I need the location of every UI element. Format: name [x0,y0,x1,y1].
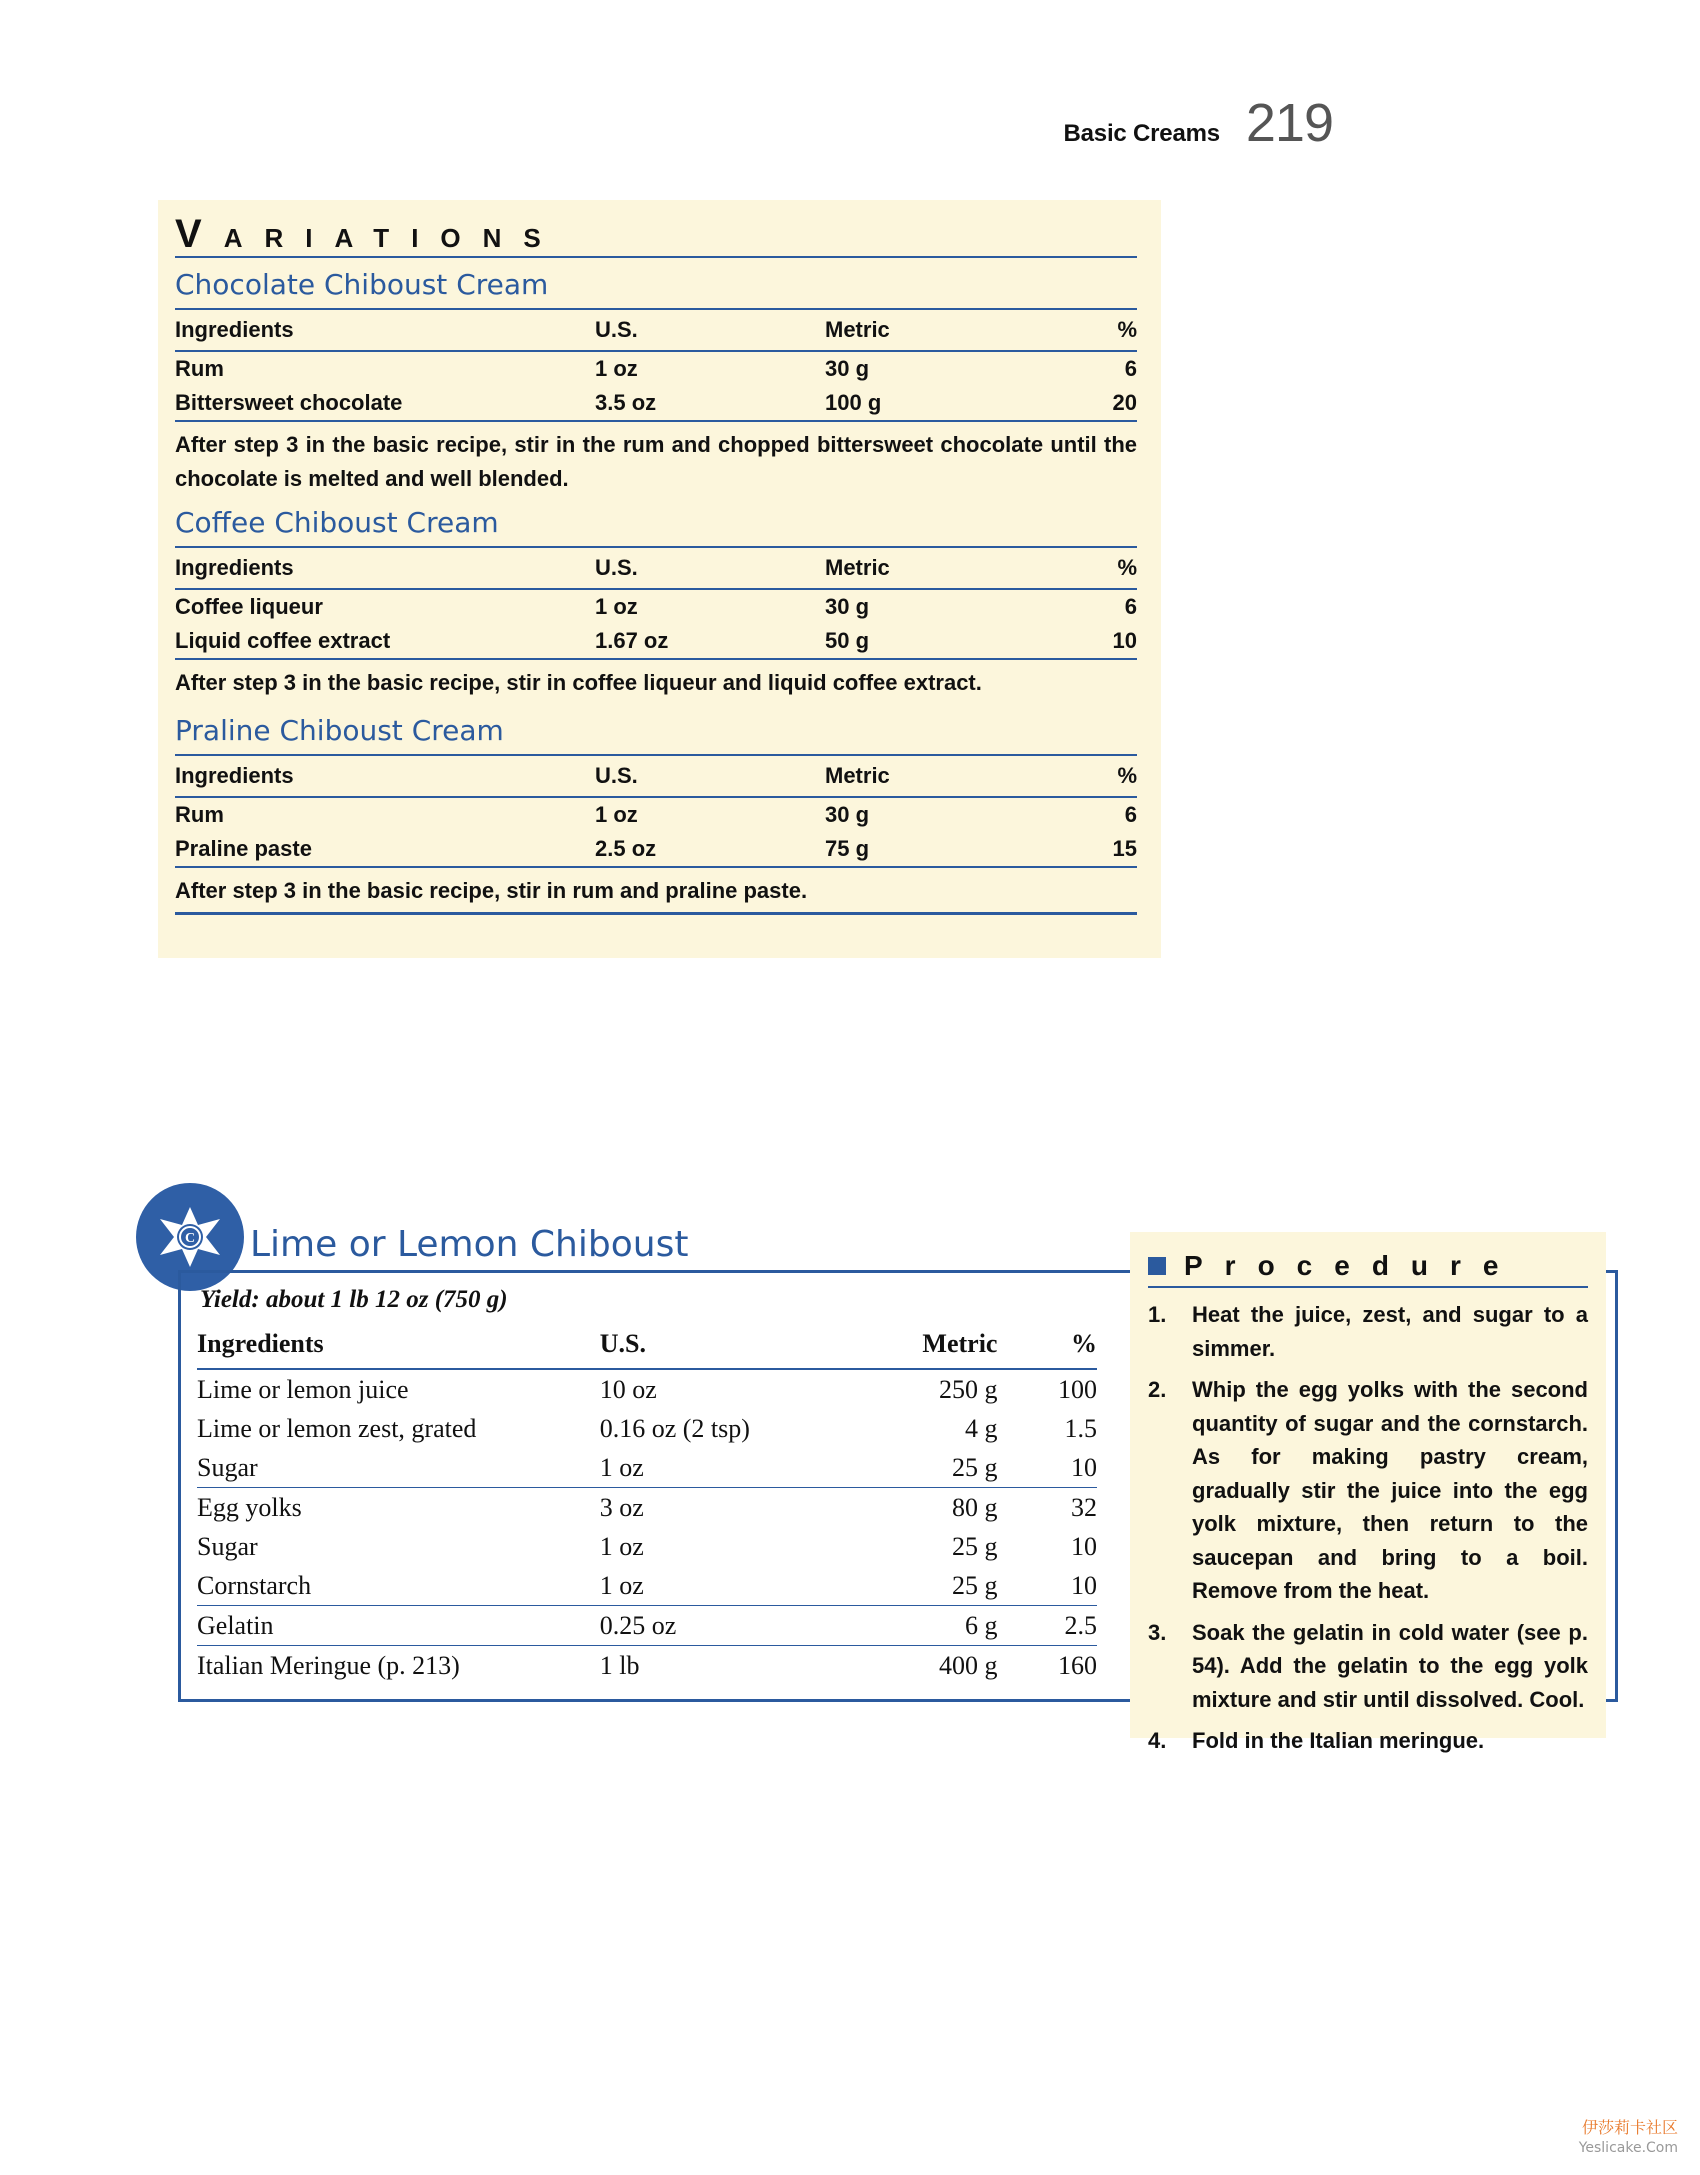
ingredient-cell: Sugar [197,1448,600,1488]
us-cell: 3.5 oz [595,386,795,421]
site-watermark [1579,2118,1678,2158]
percent-cell: 2.5 [997,1606,1097,1646]
step-text: Soak the gelatin in cold water (see p. 54). Add the gelatin to the egg yolk mixture and stir until dissolved. Cool. [1192,1619,1588,1712]
metric-cell: 80 g [951,1492,998,1522]
percent-cell: 1.5 [1064,1413,1097,1443]
recipe-yield: Yield: about 1 lb 12 oz (750 g) [200,1286,508,1313]
us-cell: 3 oz [599,1492,644,1522]
step-number: 3. [1148,1619,1167,1645]
ingredient-cell: Bittersweet chocolate [175,386,595,421]
step-text: Heat the juice, zest, and sugar to a simmer. [1192,1302,1588,1361]
metric-cell: 30 g [825,594,870,619]
us-cell: 0.25 oz [600,1606,848,1646]
variations-heading-initial: V [175,212,224,256]
ingredient-cell: Coffee liqueur [175,594,323,619]
table-row [197,1369,1097,1409]
header-percent: % [1055,756,1137,797]
table-row [175,832,1137,867]
percent-cell: 6 [1124,356,1137,381]
header-metric: Metric [795,310,1055,351]
percent-cell: 160 [1058,1650,1097,1680]
us-cell: 1 oz [599,1531,644,1561]
section-name: Basic Creams [1063,120,1220,147]
metric-cell: 25 g [848,1448,997,1488]
procedure-step [1148,1298,1588,1365]
header-ingredients: Ingredients [175,310,595,351]
metric-cell: 50 g [795,624,1055,659]
table-row [197,1409,1097,1448]
table-header-row [175,310,1137,351]
procedure-steps [1148,1298,1588,1758]
header-ingredients: Ingredients [175,548,595,589]
step-text: Fold in the Italian meringue. [1192,1728,1485,1753]
procedure-heading-text: Procedure [1184,1250,1521,1281]
ingredient-cell: Egg yolks [197,1492,302,1522]
table-row [175,589,1137,624]
us-cell: 1 lb [599,1650,640,1680]
header-percent: % [1055,310,1137,351]
recipe-ingredients-table [197,1320,1097,1685]
running-header [1064,92,1333,154]
table-row [175,351,1137,386]
watermark-cn: 伊莎莉卡社区 [1581,2118,1678,2137]
ingredient-cell: Sugar [197,1531,258,1561]
table-row [197,1566,1097,1606]
variation-table [175,756,1137,868]
header-metric: Metric [848,1320,997,1369]
ingredient-cell: Lime or lemon juice [197,1374,409,1404]
ingredient-cell: Rum [175,802,224,827]
header-us: U.S. [600,1320,848,1369]
ingredient-cell: Liquid coffee extract [175,624,595,659]
step-number: 2. [1148,1377,1167,1402]
header-metric: Metric [795,548,1055,589]
percent-cell: 100 [1058,1374,1097,1404]
us-cell: 10 oz [599,1374,657,1404]
variation-note: After step 3 in the basic recipe, stir in rum and praline paste. [175,868,1137,915]
header-percent: % [1055,548,1137,589]
header-ingredients: Ingredients [197,1320,600,1369]
variation-note: After step 3 in the basic recipe, stir in coffee liqueur and liquid coffee extract. [175,670,982,695]
metric-cell: 25 g [848,1566,997,1606]
variation-table [175,310,1137,422]
variations-panel [158,200,1161,958]
variations-heading [175,212,1137,258]
metric-cell: 250 g [938,1374,998,1404]
us-cell: 1 oz [595,802,638,827]
percent-cell: 6 [1124,594,1137,619]
variation-table [175,548,1137,660]
table-row [197,1448,1097,1488]
header-percent: % [997,1320,1097,1369]
table-row [175,797,1137,832]
us-cell: 1.67 oz [595,624,795,659]
procedure-panel [1130,1232,1606,1753]
ingredient-cell: Italian Meringue (p. 213) [197,1650,460,1680]
metric-cell: 4 g [964,1413,998,1443]
percent-cell: 32 [1071,1492,1097,1522]
metric-cell: 30 g [825,802,870,827]
svg-text:C: C [184,1231,196,1246]
metric-cell: 400 g [938,1650,998,1680]
header-us: U.S. [595,548,795,589]
table-row [175,624,1137,659]
procedure-step [1148,1616,1588,1717]
percent-cell: 10 [997,1566,1097,1606]
table-row [175,386,1137,421]
table-header-row [197,1320,1097,1369]
ingredient-cell: Gelatin [197,1606,600,1646]
variation-name: Chocolate Chiboust Cream [175,268,1137,310]
maltese-cross-icon [158,1205,222,1269]
variations-heading-rest: ARIATIONS [223,223,563,253]
square-bullet-icon [1148,1257,1166,1275]
variation-note: After step 3 in the basic recipe, stir in the rum and chopped bittersweet chocolate until the chocolate is melted and well blended. [175,432,1137,491]
page-number: 219 [1245,93,1333,153]
table-header-row [175,756,1137,797]
metric-cell: 25 g [951,1531,998,1561]
metric-cell: 75 g [795,832,1055,867]
table-row [197,1488,1097,1528]
percent-cell: 20 [1055,386,1137,421]
ingredient-cell: Praline paste [175,832,595,867]
percent-cell: 6 [1124,802,1137,827]
watermark-url: Yeslicake.Com [1578,2140,1678,2156]
percent-cell: 10 [997,1448,1097,1488]
procedure-step [1148,1373,1588,1608]
percent-cell: 10 [1071,1531,1097,1561]
percent-cell: 10 [1055,624,1137,659]
header-us: U.S. [595,756,795,797]
step-text: Whip the egg yolks with the second quantity of sugar and the cornstarch. As for making pastry cream, gradually stir the juice into the egg yolk mixture, then return to the saucepan and bring to a boil. Remove from the heat. [1192,1377,1588,1603]
variation-name: Praline Chiboust Cream [175,714,1137,756]
step-number: 1. [1148,1302,1167,1327]
us-cell: 1 oz [595,356,638,381]
header-us: U.S. [595,310,795,351]
procedure-heading [1148,1246,1588,1288]
procedure-step [1148,1724,1588,1758]
ingredient-cell: Rum [175,356,224,381]
header-metric: Metric [795,756,1055,797]
step-number: 4. [1148,1728,1167,1753]
ingredient-cell: Lime or lemon zest, grated [197,1413,477,1443]
us-cell: 0.16 oz (2 tsp) [599,1413,750,1443]
table-row [197,1606,1097,1646]
metric-cell: 100 g [795,386,1055,421]
us-cell: 1 oz [600,1448,848,1488]
us-cell: 2.5 oz [595,832,795,867]
table-row [197,1646,1097,1686]
header-ingredients: Ingredients [175,756,595,797]
variation-name: Coffee Chiboust Cream [175,506,1137,548]
metric-cell: 6 g [848,1606,997,1646]
ingredient-cell: Cornstarch [197,1566,600,1606]
percent-cell: 15 [1055,832,1137,867]
us-cell: 1 oz [595,594,638,619]
us-cell: 1 oz [600,1566,848,1606]
table-header-row [175,548,1137,589]
recipe-title: Lime or Lemon Chiboust [250,1224,689,1265]
table-row [197,1527,1097,1566]
metric-cell: 30 g [825,356,870,381]
